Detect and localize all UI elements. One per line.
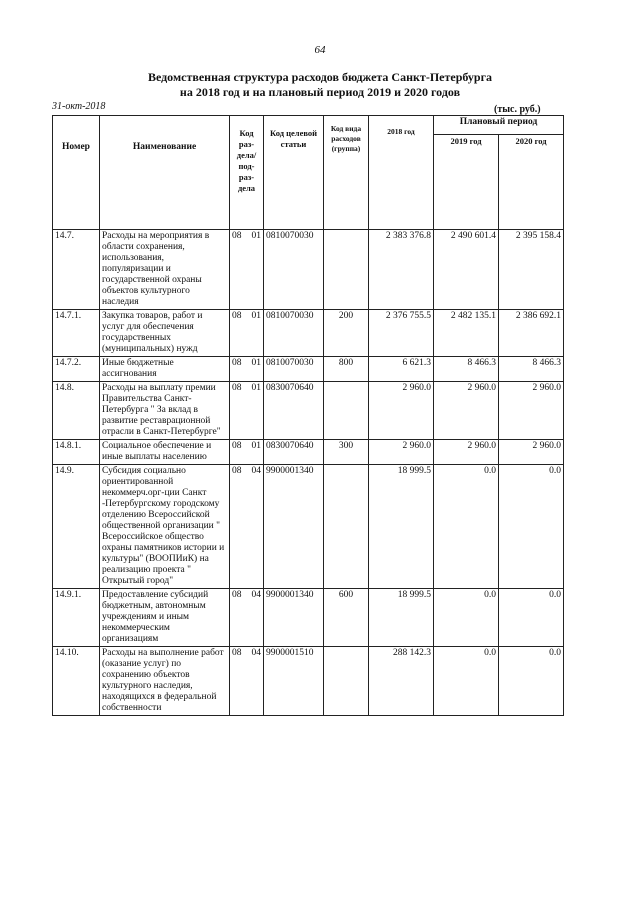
row-target-code: 9900001510 bbox=[264, 647, 324, 716]
row-value-2019: 2 960.0 bbox=[434, 382, 499, 440]
row-value-2020: 0.0 bbox=[499, 589, 564, 647]
row-value-2018: 2 376 755.5 bbox=[369, 310, 434, 357]
row-value-2018: 2 383 376.8 bbox=[369, 230, 434, 310]
row-target-code: 0810070030 bbox=[264, 230, 324, 310]
row-expense-type: 600 bbox=[324, 589, 369, 647]
row-name: Закупка товаров, работ и услуг для обеспечения государственных (муниципальных) нужд bbox=[100, 310, 230, 357]
table-body bbox=[53, 230, 564, 716]
header-2020: 2020 год bbox=[499, 135, 564, 230]
row-section: 08 bbox=[232, 231, 242, 241]
row-value-2019: 0.0 bbox=[434, 465, 499, 589]
row-number: 14.8. bbox=[53, 382, 100, 440]
row-value-2020: 0.0 bbox=[499, 647, 564, 716]
row-value-2019: 0.0 bbox=[434, 589, 499, 647]
budget-table bbox=[52, 115, 564, 716]
row-value-2019: 0.0 bbox=[434, 647, 499, 716]
row-value-2018: 2 960.0 bbox=[369, 382, 434, 440]
row-number: 14.10. bbox=[53, 647, 100, 716]
row-name: Расходы на выполнение работ (оказание услуг) по сохранению объектов культурного наследия, находящихся в федеральной собственности bbox=[100, 647, 230, 716]
row-number: 14.8.1. bbox=[53, 440, 100, 465]
row-value-2018: 18 999.5 bbox=[369, 465, 434, 589]
row-section-code bbox=[230, 382, 264, 440]
row-subsection: 01 bbox=[251, 311, 261, 321]
row-value-2018: 2 960.0 bbox=[369, 440, 434, 465]
row-section-code bbox=[230, 647, 264, 716]
row-target-code: 0830070640 bbox=[264, 440, 324, 465]
row-value-2020: 2 395 158.4 bbox=[499, 230, 564, 310]
row-subsection: 04 bbox=[251, 648, 261, 658]
row-section-code bbox=[230, 357, 264, 382]
table-row bbox=[53, 589, 564, 647]
header-number: Номер bbox=[53, 116, 100, 230]
row-value-2020: 2 386 692.1 bbox=[499, 310, 564, 357]
row-expense-type: 200 bbox=[324, 310, 369, 357]
row-expense-type: 800 bbox=[324, 357, 369, 382]
table-row bbox=[53, 465, 564, 589]
row-expense-type bbox=[324, 230, 369, 310]
header-planned-period: Плановый период bbox=[434, 116, 564, 135]
row-expense-type: 300 bbox=[324, 440, 369, 465]
row-name: Социальное обеспечение и иные выплаты населению bbox=[100, 440, 230, 465]
row-value-2019: 2 482 135.1 bbox=[434, 310, 499, 357]
row-value-2018: 6 621.3 bbox=[369, 357, 434, 382]
row-expense-type bbox=[324, 465, 369, 589]
row-section: 08 bbox=[232, 441, 242, 451]
document-date: 31-окт-2018 bbox=[52, 101, 106, 112]
row-expense-type bbox=[324, 647, 369, 716]
header-section-code: Код раз-дела/ под-раз-дела bbox=[230, 116, 264, 230]
row-number: 14.7.1. bbox=[53, 310, 100, 357]
row-subsection: 01 bbox=[251, 231, 261, 241]
page-number: 64 bbox=[314, 44, 326, 56]
table-row bbox=[53, 647, 564, 716]
row-value-2019: 8 466.3 bbox=[434, 357, 499, 382]
row-section-code bbox=[230, 440, 264, 465]
units-label: (тыс. руб.) bbox=[494, 104, 541, 115]
row-expense-type bbox=[324, 382, 369, 440]
row-number: 14.7.2. bbox=[53, 357, 100, 382]
row-target-code: 0810070030 bbox=[264, 357, 324, 382]
row-name: Иные бюджетные ассигнования bbox=[100, 357, 230, 382]
row-section: 08 bbox=[232, 466, 242, 476]
row-target-code: 0830070640 bbox=[264, 382, 324, 440]
row-value-2020: 0.0 bbox=[499, 465, 564, 589]
header-2018: 2018 год bbox=[369, 116, 434, 230]
header-target-code: Код целевой статьи bbox=[264, 116, 324, 230]
row-number: 14.9. bbox=[53, 465, 100, 589]
header-name: Наименование bbox=[100, 116, 230, 230]
header-expense-type: Код вида расходов (группа) bbox=[324, 116, 369, 230]
row-value-2020: 2 960.0 bbox=[499, 382, 564, 440]
row-value-2019: 2 490 601.4 bbox=[434, 230, 499, 310]
row-section: 08 bbox=[232, 358, 242, 368]
row-subsection: 01 bbox=[251, 358, 261, 368]
table-row bbox=[53, 440, 564, 465]
row-target-code: 9900001340 bbox=[264, 589, 324, 647]
row-value-2018: 288 142.3 bbox=[369, 647, 434, 716]
row-subsection: 04 bbox=[251, 590, 261, 600]
row-section: 08 bbox=[232, 648, 242, 658]
row-section: 08 bbox=[232, 311, 242, 321]
row-name: Субсидия социально ориентированной некоммерч.орг-ции Санкт -Петербургскому городскому отделению Всероссийской общественной организации " Всероссийское общество охраны памятников истории и культуры" (ВООПИиК) на реализацию проекта " Открытый город" bbox=[100, 465, 230, 589]
row-name: Расходы на мероприятия в области сохранения, использования, популяризации и государственной охраны объектов культурного наследия bbox=[100, 230, 230, 310]
row-section-code bbox=[230, 230, 264, 310]
row-number: 14.9.1. bbox=[53, 589, 100, 647]
row-section-code bbox=[230, 465, 264, 589]
row-subsection: 01 bbox=[251, 441, 261, 451]
row-value-2020: 8 466.3 bbox=[499, 357, 564, 382]
row-target-code: 0810070030 bbox=[264, 310, 324, 357]
row-value-2018: 18 999.5 bbox=[369, 589, 434, 647]
row-section-code bbox=[230, 310, 264, 357]
row-section-code bbox=[230, 589, 264, 647]
row-target-code: 9900001340 bbox=[264, 465, 324, 589]
title-line-2: на 2018 год и на плановый период 2019 и 2020 годов bbox=[179, 85, 461, 99]
row-value-2019: 2 960.0 bbox=[434, 440, 499, 465]
row-name: Расходы на выплату премии Правительства Санкт-Петербурга " За вклад в развитие реставрационной отрасли в Санкт-Петербурге" bbox=[100, 382, 230, 440]
table-row bbox=[53, 310, 564, 357]
row-value-2020: 2 960.0 bbox=[499, 440, 564, 465]
row-name: Предоставление субсидий бюджетным, автономным учреждениям и иным некоммерческим организациям bbox=[100, 589, 230, 647]
table-row bbox=[53, 357, 564, 382]
title-line-1: Ведомственная структура расходов бюджета Санкт-Петербурга bbox=[147, 70, 493, 84]
header-2019: 2019 год bbox=[434, 135, 499, 230]
row-section: 08 bbox=[232, 383, 242, 393]
row-subsection: 04 bbox=[251, 466, 261, 476]
row-subsection: 01 bbox=[251, 383, 261, 393]
row-section: 08 bbox=[232, 590, 242, 600]
document-title bbox=[0, 70, 640, 100]
table-row bbox=[53, 230, 564, 310]
row-number: 14.7. bbox=[53, 230, 100, 310]
table-row bbox=[53, 382, 564, 440]
